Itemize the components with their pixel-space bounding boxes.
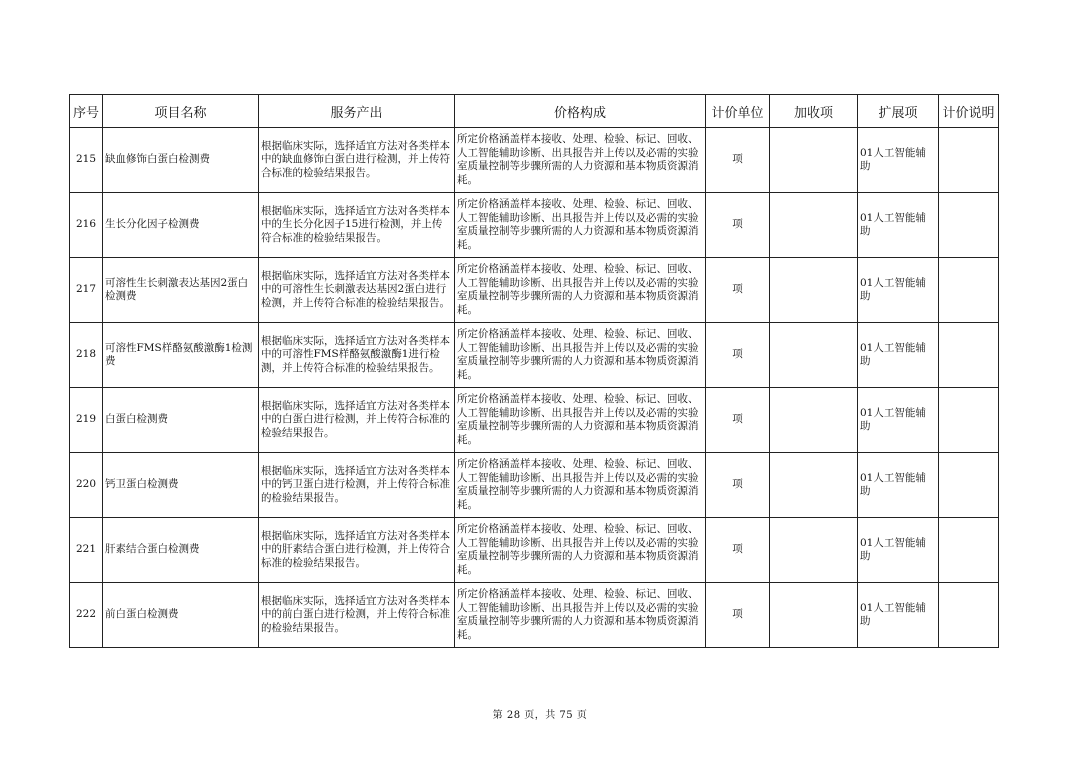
cell-extra (770, 453, 858, 518)
cell-extension: 01人工智能辅助 (858, 453, 939, 518)
cell-price: 所定价格涵盖样本接收、处理、检验、标记、回收、人工智能辅助诊断、出具报告并上传以及必需的实验室质量控制等步骤所需的人力资源和基本物质资源消耗。 (455, 518, 706, 583)
cell-name: 缺血修饰白蛋白检测费 (103, 128, 259, 193)
cell-extra (770, 583, 858, 648)
cell-price: 所定价格涵盖样本接收、处理、检验、标记、回收、人工智能辅助诊断、出具报告并上传以及必需的实验室质量控制等步骤所需的人力资源和基本物质资源消耗。 (455, 583, 706, 648)
cell-name: 生长分化因子检测费 (103, 193, 259, 258)
cell-note (939, 323, 999, 388)
cell-extension: 01人工智能辅助 (858, 128, 939, 193)
header-service: 服务产出 (259, 95, 455, 128)
cell-seq: 222 (70, 583, 103, 648)
cell-name: 白蛋白检测费 (103, 388, 259, 453)
table-row (70, 128, 999, 193)
header-note: 计价说明 (939, 95, 999, 128)
header-extension: 扩展项 (858, 95, 939, 128)
table-row (70, 518, 999, 583)
cell-price: 所定价格涵盖样本接收、处理、检验、标记、回收、人工智能辅助诊断、出具报告并上传以及必需的实验室质量控制等步骤所需的人力资源和基本物质资源消耗。 (455, 128, 706, 193)
header-price: 价格构成 (455, 95, 706, 128)
cell-note (939, 453, 999, 518)
cell-name: 前白蛋白检测费 (103, 583, 259, 648)
table-row (70, 453, 999, 518)
cell-extra (770, 193, 858, 258)
table-row (70, 258, 999, 323)
cell-seq: 220 (70, 453, 103, 518)
cell-seq: 216 (70, 193, 103, 258)
table-row (70, 583, 999, 648)
cell-name: 钙卫蛋白检测费 (103, 453, 259, 518)
cell-extra (770, 518, 858, 583)
cell-unit: 项 (706, 323, 770, 388)
cell-extension: 01人工智能辅助 (858, 323, 939, 388)
header-seq: 序号 (70, 95, 103, 128)
cell-note (939, 388, 999, 453)
header-extra: 加收项 (770, 95, 858, 128)
header-row (70, 95, 999, 128)
cell-extension: 01人工智能辅助 (858, 193, 939, 258)
cell-service: 根据临床实际，选择适宜方法对各类样本中的肝素结合蛋白进行检测，并上传符合标准的检验结果报告。 (259, 518, 455, 583)
cell-price: 所定价格涵盖样本接收、处理、检验、标记、回收、人工智能辅助诊断、出具报告并上传以及必需的实验室质量控制等步骤所需的人力资源和基本物质资源消耗。 (455, 193, 706, 258)
cell-unit: 项 (706, 518, 770, 583)
cell-service: 根据临床实际，选择适宜方法对各类样本中的钙卫蛋白进行检测，并上传符合标准的检验结果报告。 (259, 453, 455, 518)
cell-seq: 218 (70, 323, 103, 388)
cell-seq: 215 (70, 128, 103, 193)
cell-service: 根据临床实际，选择适宜方法对各类样本中的可溶性FMS样酪氨酸激酶1进行检测，并上传符合标准的检验结果报告。 (259, 323, 455, 388)
cell-extra (770, 128, 858, 193)
cell-unit: 项 (706, 193, 770, 258)
cell-price: 所定价格涵盖样本接收、处理、检验、标记、回收、人工智能辅助诊断、出具报告并上传以及必需的实验室质量控制等步骤所需的人力资源和基本物质资源消耗。 (455, 388, 706, 453)
header-name: 项目名称 (103, 95, 259, 128)
cell-price: 所定价格涵盖样本接收、处理、检验、标记、回收、人工智能辅助诊断、出具报告并上传以及必需的实验室质量控制等步骤所需的人力资源和基本物质资源消耗。 (455, 453, 706, 518)
cell-price: 所定价格涵盖样本接收、处理、检验、标记、回收、人工智能辅助诊断、出具报告并上传以及必需的实验室质量控制等步骤所需的人力资源和基本物质资源消耗。 (455, 323, 706, 388)
cell-unit: 项 (706, 388, 770, 453)
cell-extra (770, 388, 858, 453)
cell-price: 所定价格涵盖样本接收、处理、检验、标记、回收、人工智能辅助诊断、出具报告并上传以及必需的实验室质量控制等步骤所需的人力资源和基本物质资源消耗。 (455, 258, 706, 323)
cell-note (939, 128, 999, 193)
cell-unit: 项 (706, 583, 770, 648)
cell-note (939, 518, 999, 583)
cell-extension: 01人工智能辅助 (858, 258, 939, 323)
cell-note (939, 258, 999, 323)
cell-name: 可溶性生长刺激表达基因2蛋白检测费 (103, 258, 259, 323)
fee-table (69, 94, 999, 648)
cell-extension: 01人工智能辅助 (858, 388, 939, 453)
cell-service: 根据临床实际，选择适宜方法对各类样本中的缺血修饰白蛋白进行检测，并上传符合标准的检验结果报告。 (259, 128, 455, 193)
cell-extra (770, 323, 858, 388)
cell-note (939, 583, 999, 648)
cell-unit: 项 (706, 258, 770, 323)
table-row (70, 193, 999, 258)
cell-extension: 01人工智能辅助 (858, 583, 939, 648)
cell-seq: 221 (70, 518, 103, 583)
cell-service: 根据临床实际，选择适宜方法对各类样本中的前白蛋白进行检测，并上传符合标准的检验结果报告。 (259, 583, 455, 648)
page-number: 第 28 页，共 75 页 (492, 710, 588, 721)
cell-extension: 01人工智能辅助 (858, 518, 939, 583)
cell-service: 根据临床实际，选择适宜方法对各类样本中的可溶性生长刺激表达基因2蛋白进行检测，并上传符合标准的检验结果报告。 (259, 258, 455, 323)
cell-name: 肝素结合蛋白检测费 (103, 518, 259, 583)
cell-extra (770, 258, 858, 323)
cell-unit: 项 (706, 453, 770, 518)
cell-unit: 项 (706, 128, 770, 193)
cell-seq: 217 (70, 258, 103, 323)
cell-note (939, 193, 999, 258)
cell-service: 根据临床实际，选择适宜方法对各类样本中的生长分化因子15进行检测，并上传符合标准的检验结果报告。 (259, 193, 455, 258)
cell-seq: 219 (70, 388, 103, 453)
table-row (70, 388, 999, 453)
header-unit: 计价单位 (706, 95, 770, 128)
table-row (70, 323, 999, 388)
cell-name: 可溶性FMS样酪氨酸激酶1检测费 (103, 323, 259, 388)
cell-service: 根据临床实际，选择适宜方法对各类样本中的白蛋白进行检测，并上传符合标准的检验结果报告。 (259, 388, 455, 453)
